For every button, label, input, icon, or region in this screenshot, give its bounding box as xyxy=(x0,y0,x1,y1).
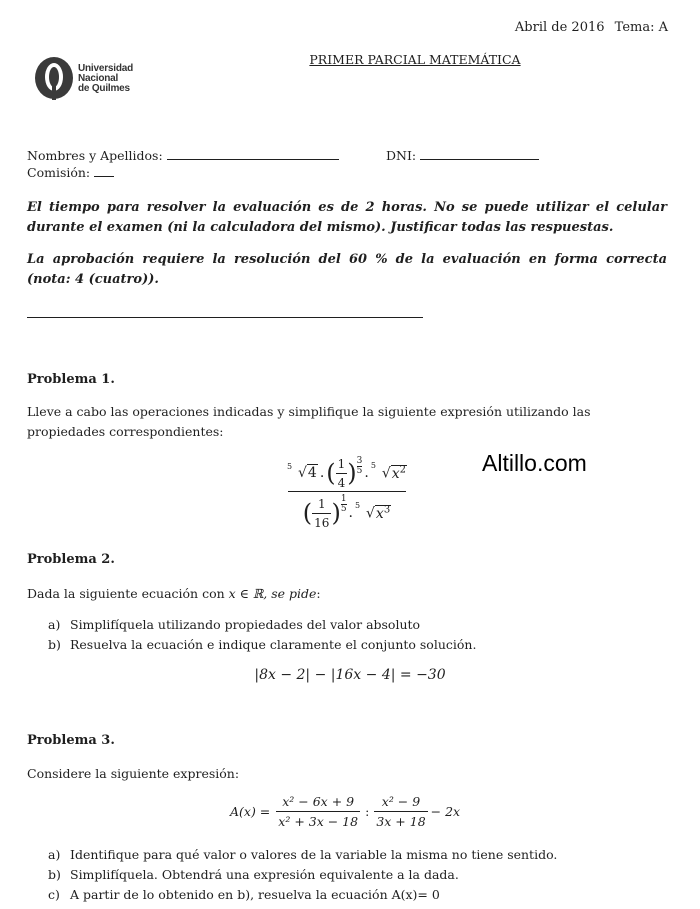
dni-label: DNI: xyxy=(386,148,417,163)
p1-denominator: ( $\frac{1}{16}$ ) 1 5 . 5 $√x^3$ xyxy=(302,493,391,530)
problem-3-expression xyxy=(230,794,460,829)
problem-2-item-a: a) Simplifíquela utilizando propiedades del valor absoluto xyxy=(48,617,421,632)
problem-2-equation: |8x − 2| − |16x − 4| = −30 xyxy=(254,667,446,683)
university-logo xyxy=(34,56,133,102)
p1-quarter: $\frac{1}{4}$ xyxy=(337,456,346,490)
problem-3-text: Considere la siguiente expresión: xyxy=(27,766,240,781)
p1-sixteenth: $\frac{1}{16}$ xyxy=(314,496,330,530)
header-date-tema xyxy=(509,20,668,35)
problem-3-title: Problema 3. xyxy=(27,733,115,748)
dni-blank[interactable] xyxy=(420,149,539,160)
logo-line-2: Nacional xyxy=(78,73,119,84)
problem-2-item-b: b) Resuelva la ecuación e indique claramente el conjunto solución. xyxy=(48,637,477,652)
problem-3-item-c: c) A partir de lo obtenido en b), resuelva la ecuación A(x)= 0 xyxy=(48,887,440,902)
p3-lhs: A(x) = xyxy=(230,804,271,819)
divider-line xyxy=(27,317,423,318)
problem-3-item-b: b) Simplifíquela. Obtendrá una expresión equivalente a la dada. xyxy=(48,867,459,882)
p1-numerator: 5 √4 . ( $\frac{1}{4}$ ) 3 5 . 5 $√x^2$ xyxy=(286,455,407,490)
p1-exp-3-5: 3 5 xyxy=(356,455,363,476)
exam-date: Abril de 2016 xyxy=(514,20,605,35)
problem-2-title: Problema 2. xyxy=(27,552,115,567)
p3-colon: : xyxy=(365,804,370,819)
problem-1-title: Problema 1. xyxy=(27,372,115,387)
dni-field xyxy=(386,148,539,163)
comision-label: Comisión: xyxy=(27,165,91,180)
instructions-approval: La aprobación requiere la resolución del 60 % de la evaluación en forma correcta (nota: 4 (cuatro)). xyxy=(27,252,667,287)
comision-blank[interactable] xyxy=(94,166,114,177)
p1-root-4: 5 √4 xyxy=(286,462,317,481)
problem-1-expression xyxy=(288,455,406,534)
logo-text xyxy=(78,64,133,94)
p1-root-x2: 5 $√x^2$ xyxy=(370,461,407,482)
comision-field xyxy=(27,165,114,180)
p1-root-x3: 5 $√x^3$ xyxy=(355,501,391,522)
exam-title: PRIMER PARCIAL MATEMÁTICA xyxy=(309,52,521,67)
watermark-text: Altillo.com xyxy=(482,450,587,476)
logo-line-1: Universidad xyxy=(78,63,134,74)
instructions-time: El tiempo para resolver la evaluación es de 2 horas. No se puede utilizar el celular durante el examen (ni la calculadora del mismo). Justificar todas las respuestas. xyxy=(27,200,667,235)
logo-line-3: de Quilmes xyxy=(78,83,130,94)
exam-tema: Tema: A xyxy=(614,20,668,35)
problem-1-text: Lleve a cabo las operaciones indicadas y simplifique la siguiente expresión utilizando las propiedades correspondientes: xyxy=(27,404,591,439)
p3-fraction-2: $\frac{\text{x² − 9}}{3x + 18}$ xyxy=(376,794,426,829)
problem-3-item-a: a) Identifique para qué valor o valores de la variable la misma no tiene sentido. xyxy=(48,847,558,862)
p3-fraction-1: $\frac{\text{x² − 6x + 9}}{\text{x² + 3x − 18}}$ xyxy=(278,794,359,829)
p1-exp-1-5: 1 5 xyxy=(340,493,347,514)
name-blank[interactable] xyxy=(167,149,339,160)
name-label: Nombres y Apellidos: xyxy=(27,148,163,163)
problem-2-text: Dada la siguiente ecuación con x ∈ ℝ, se pide: xyxy=(27,586,321,601)
name-field xyxy=(27,148,339,163)
p3-tail: − 2x xyxy=(430,804,461,819)
unq-logo-icon xyxy=(34,56,74,102)
